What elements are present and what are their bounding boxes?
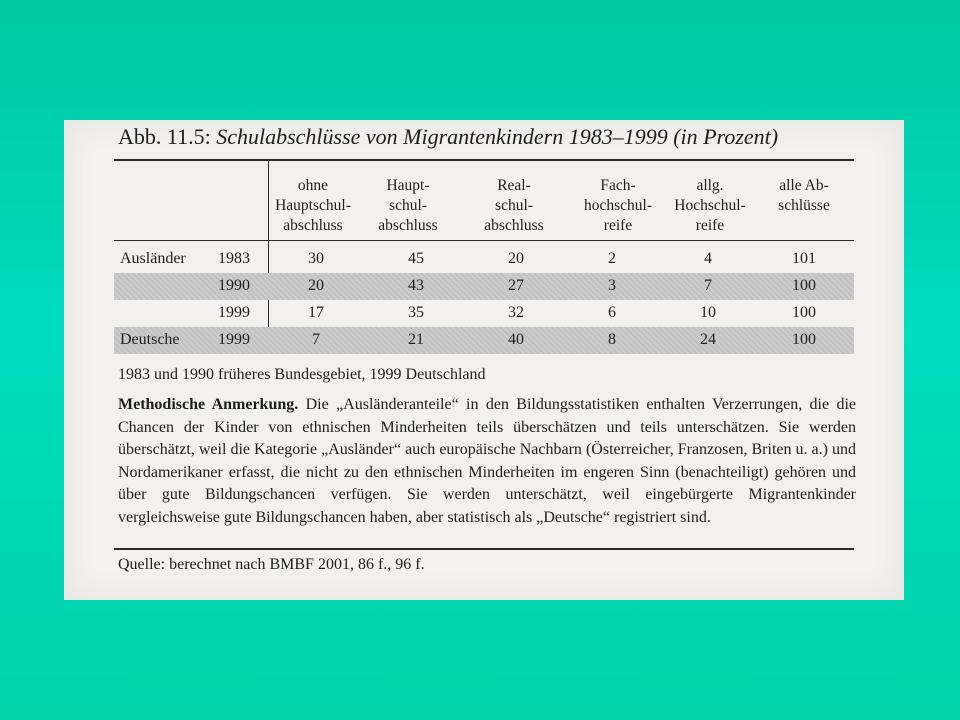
cell-value: 35 bbox=[408, 304, 424, 321]
table-row bbox=[114, 300, 854, 327]
cell-value: 7 bbox=[312, 331, 320, 348]
cell-value: 10 bbox=[700, 304, 716, 321]
table-row bbox=[114, 273, 854, 300]
figure-number: Abb. 11.5: bbox=[118, 124, 211, 149]
cell-value: 21 bbox=[408, 331, 424, 348]
cell-value: 20 bbox=[308, 277, 324, 294]
cell-value: 20 bbox=[508, 250, 524, 267]
cell-value: 100 bbox=[792, 277, 816, 294]
row-year: 1999 bbox=[218, 304, 250, 321]
cell-value: 30 bbox=[308, 250, 324, 267]
method-note bbox=[118, 394, 856, 529]
source-rule bbox=[114, 548, 854, 550]
table-row bbox=[114, 246, 854, 273]
cell-value: 4 bbox=[704, 250, 712, 267]
cell-value: 3 bbox=[608, 277, 616, 294]
row-year: 1983 bbox=[218, 250, 250, 267]
header-fachhochschulreife: Fach- hochschul- reife bbox=[583, 177, 652, 234]
method-note-label: Methodische Anmerkung. bbox=[118, 396, 299, 413]
cell-value: 32 bbox=[508, 304, 524, 321]
source-citation: Quelle: berechnet nach BMBF 2001, 86 f., 96 f. bbox=[118, 556, 425, 573]
cell-value: 100 bbox=[792, 331, 816, 348]
row-group-label: Deutsche bbox=[120, 331, 180, 348]
cell-value: 2 bbox=[608, 250, 616, 267]
cell-value: 40 bbox=[508, 331, 524, 348]
cell-value: 101 bbox=[792, 250, 816, 267]
header-hochschulreife: allg. Hochschul- reife bbox=[674, 177, 746, 234]
figure-title bbox=[118, 124, 778, 150]
header-hauptschulabschluss: Haupt- schul- abschluss bbox=[378, 177, 438, 234]
cell-value: 45 bbox=[408, 250, 424, 267]
cell-value: 43 bbox=[408, 277, 424, 294]
header-ohne-hauptschulabschluss: ohne Hauptschul- abschluss bbox=[275, 177, 351, 234]
header-realschulabschluss: Real- schul- abschluss bbox=[484, 177, 544, 234]
table-footnote: 1983 und 1990 früheres Bundesgebiet, 1999 Deutschland bbox=[118, 366, 486, 383]
cell-value: 8 bbox=[608, 331, 616, 348]
table-header-rule bbox=[114, 240, 854, 241]
cell-value: 17 bbox=[308, 304, 324, 321]
row-year: 1990 bbox=[218, 277, 250, 294]
figure-caption: Schulabschlüsse von Migrantenkindern 1983–1999 (in Prozent) bbox=[216, 124, 779, 149]
row-group-label: Ausländer bbox=[120, 250, 186, 267]
method-note-text: Die „Ausländeranteile“ in den Bildungsstatistiken enthalten Verzerrungen, die die Chancen der Kinder von ethnischen Minderheiten teils überschätzen und teils unterschätzen. Sie werden überschätzt, weil die Kategorie „Ausländer“ auch europäische Nachbarn (Österreicher, Franzosen, Briten u. a.) und Nordamerikaner erfasst, die nicht zu den ethnischen Minderheiten im engeren Sinn (benachteiligt) gehören und über gute Bildungschancen verfügen. Sie werden unterschätzt, weil eingebürgerte Migrantenkinder vergleichsweise gute Bildungschancen haben, aber statistisch als „Deutsche“ registriert sind. bbox=[118, 396, 857, 526]
table-top-rule bbox=[114, 159, 854, 161]
row-year: 1999 bbox=[218, 331, 250, 348]
cell-value: 7 bbox=[704, 277, 712, 294]
cell-value: 24 bbox=[700, 331, 716, 348]
table-row bbox=[114, 327, 854, 354]
scanned-page bbox=[64, 120, 904, 600]
cell-value: 6 bbox=[608, 304, 616, 321]
header-alle-abschluesse: alle Ab- schlüsse bbox=[778, 177, 830, 214]
cell-value: 27 bbox=[508, 277, 524, 294]
cell-value: 100 bbox=[792, 304, 816, 321]
